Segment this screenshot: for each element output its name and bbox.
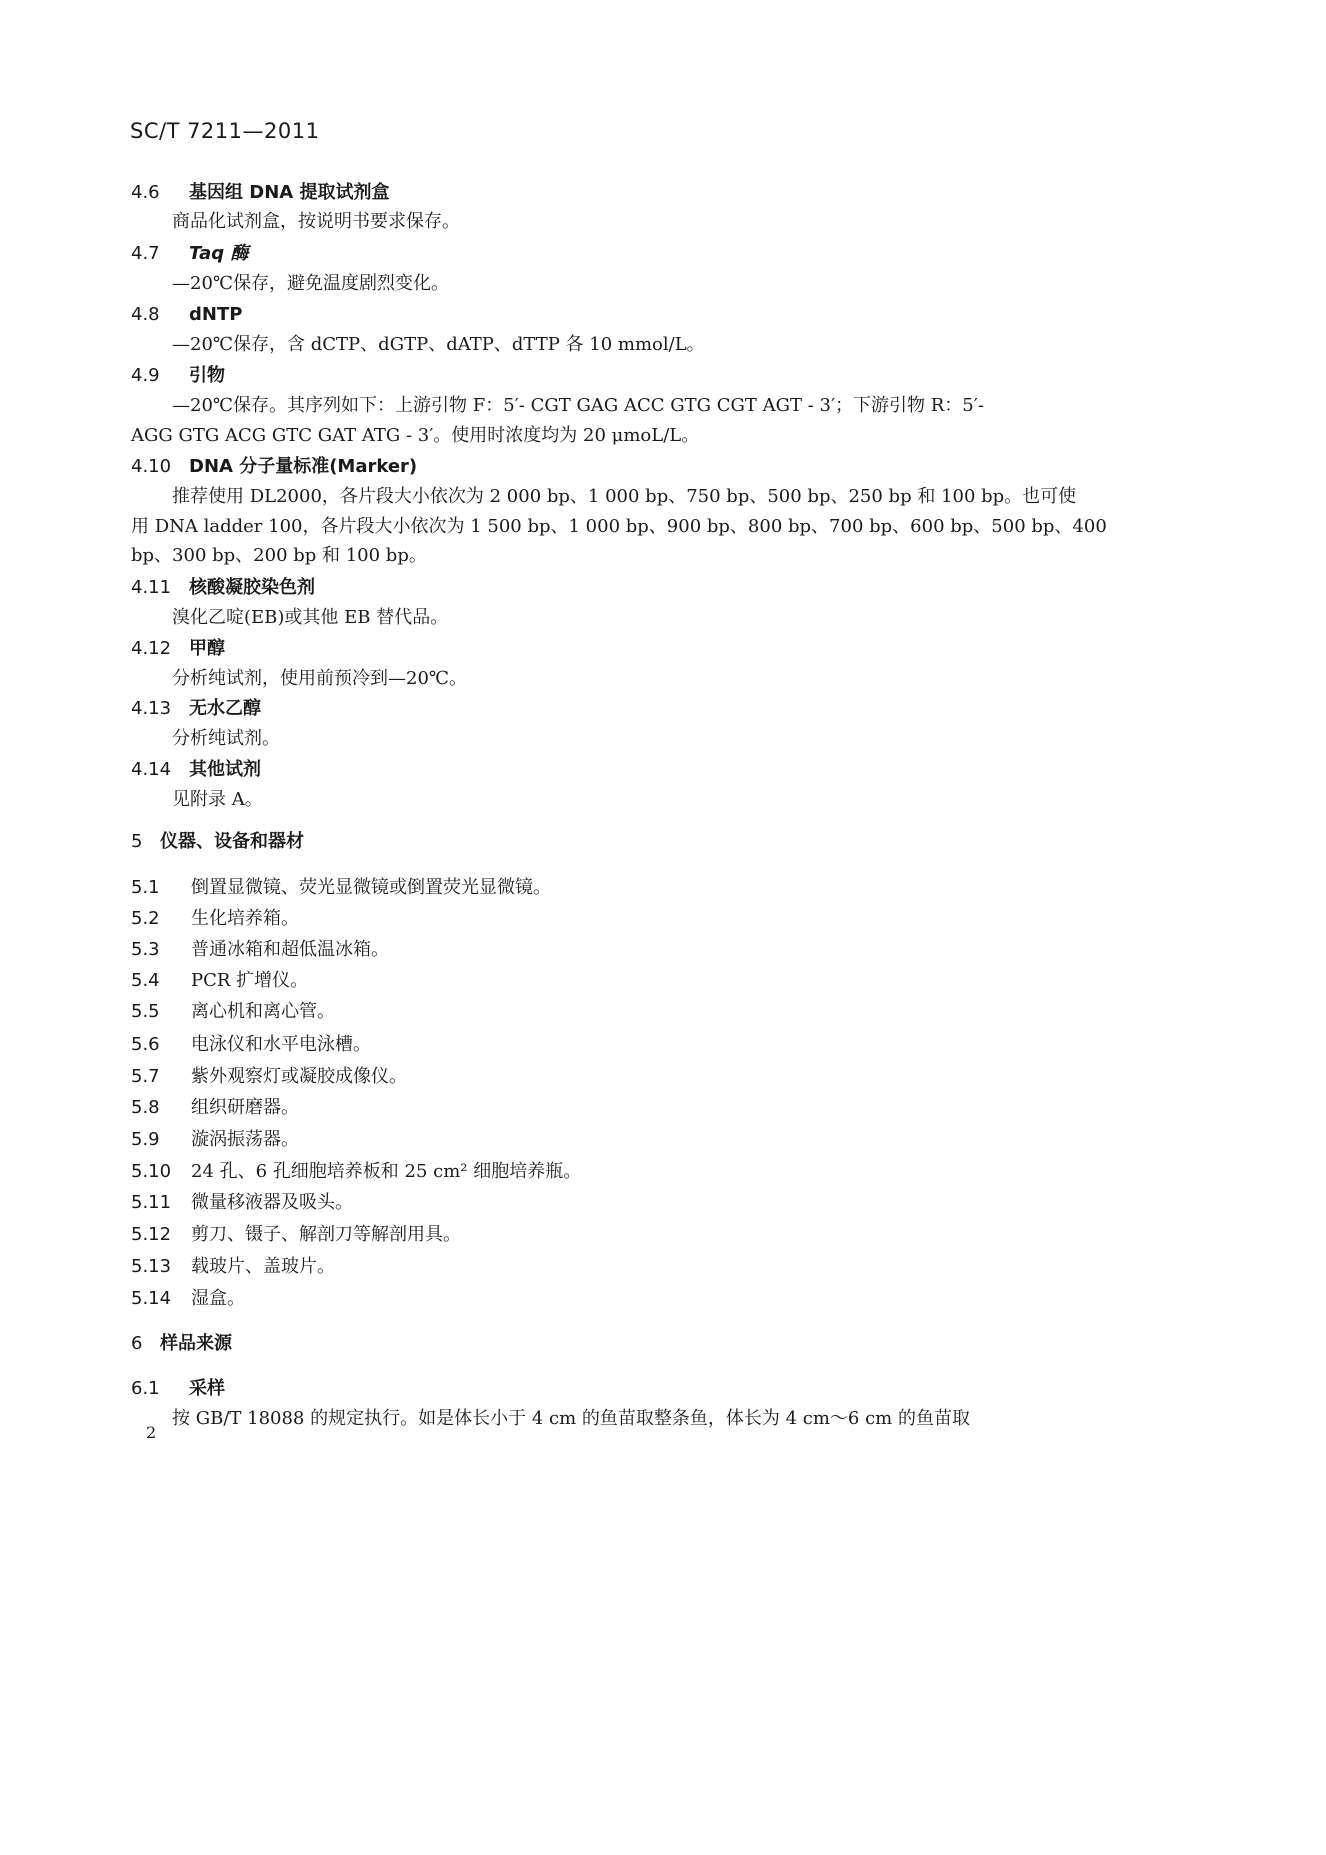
clause-title: Taq 酶 <box>189 243 249 264</box>
section-5-heading <box>131 831 304 853</box>
item-number: 5.9 <box>131 1129 160 1150</box>
item-text: 普通冰箱和超低温冰箱。 <box>191 939 389 960</box>
clause-4-9-body-line-1: —20℃保存。其序列如下：上游引物 F：5′- CGT GAG ACC GTG CGT AGT - 3′；下游引物 R：5′- <box>172 395 984 416</box>
clause-4-7-body: —20℃保存，避免温度剧烈变化。 <box>172 273 450 294</box>
section-number: 6 <box>131 1333 143 1354</box>
list-item <box>131 908 299 930</box>
standard-code: SC/T 7211—2011 <box>130 119 320 143</box>
clause-4-10-body-line-1: 推荐使用 DL2000，各片段大小依次为 2 000 bp、1 000 bp、750 bp、500 bp、250 bp 和 100 bp。也可使 <box>172 486 1077 507</box>
list-item <box>131 1161 581 1183</box>
clause-number: 4.12 <box>131 638 172 659</box>
clause-6-1-heading <box>131 1378 225 1400</box>
item-number: 5.4 <box>131 970 160 991</box>
list-item <box>131 1224 461 1246</box>
clause-title: 核酸凝胶染色剂 <box>189 577 315 598</box>
clause-title: 其他试剂 <box>189 759 261 780</box>
item-number: 5.2 <box>131 908 160 929</box>
list-item <box>131 1192 353 1214</box>
clause-4-9-heading <box>131 365 225 387</box>
section-6-heading <box>131 1333 232 1355</box>
item-text: 剪刀、镊子、解剖刀等解剖用具。 <box>191 1224 461 1245</box>
clause-4-11-heading <box>131 577 315 599</box>
item-number: 5.11 <box>131 1192 172 1213</box>
clause-4-11-body: 溴化乙啶(EB)或其他 EB 替代品。 <box>172 607 449 628</box>
clause-4-6-body: 商品化试剂盒，按说明书要求保存。 <box>172 211 460 232</box>
item-text: PCR 扩增仪。 <box>191 970 309 991</box>
clause-number: 4.13 <box>131 698 172 719</box>
list-item <box>131 1066 407 1088</box>
item-number: 5.6 <box>131 1034 160 1055</box>
clause-4-12-body: 分析纯试剂，使用前预冷到—20℃。 <box>172 668 468 689</box>
clause-4-8-heading <box>131 304 242 326</box>
list-item <box>131 1288 245 1310</box>
list-item <box>131 970 308 992</box>
clause-4-10-heading <box>131 456 417 478</box>
item-text: 漩涡振荡器。 <box>191 1129 299 1150</box>
item-number: 5.14 <box>131 1288 172 1309</box>
section-number: 5 <box>131 831 143 852</box>
clause-4-13-body: 分析纯试剂。 <box>172 728 280 749</box>
item-text: 生化培养箱。 <box>191 908 299 929</box>
list-item <box>131 1001 335 1023</box>
list-item <box>131 1097 299 1119</box>
item-number: 5.13 <box>131 1256 172 1277</box>
item-number: 5.12 <box>131 1224 172 1245</box>
item-text: 微量移液器及吸头。 <box>191 1192 353 1213</box>
item-text: 组织研磨器。 <box>191 1097 299 1118</box>
list-item <box>131 1256 335 1278</box>
clause-4-10-body-line-2: 用 DNA ladder 100，各片段大小依次为 1 500 bp、1 000 bp、900 bp、800 bp、700 bp、600 bp、500 bp、400 <box>131 516 1107 537</box>
clause-4-10-body-line-3: bp、300 bp、200 bp 和 100 bp。 <box>131 545 427 566</box>
item-text: 24 孔、6 孔细胞培养板和 25 cm² 细胞培养瓶。 <box>191 1161 582 1182</box>
clause-title: 引物 <box>189 365 225 386</box>
list-item <box>131 1129 299 1151</box>
clause-number: 4.14 <box>131 759 172 780</box>
item-text: 倒置显微镜、荧光显微镜或倒置荧光显微镜。 <box>191 877 551 898</box>
clause-number: 4.11 <box>131 577 172 598</box>
clause-4-8-body: —20℃保存，含 dCTP、dGTP、dATP、dTTP 各 10 mmol/L。 <box>172 334 705 355</box>
clause-4-6-heading <box>131 182 389 204</box>
item-text: 紫外观察灯或凝胶成像仪。 <box>191 1066 407 1087</box>
clause-4-13-heading <box>131 698 261 720</box>
item-text: 电泳仪和水平电泳槽。 <box>191 1034 371 1055</box>
clause-title: 基因组 DNA 提取试剂盒 <box>189 182 390 203</box>
clause-number: 4.7 <box>131 243 160 264</box>
clause-title: 采样 <box>189 1378 225 1399</box>
clause-title: 无水乙醇 <box>189 698 261 719</box>
item-number: 5.3 <box>131 939 160 960</box>
clause-4-7-heading <box>131 243 248 265</box>
list-item <box>131 877 551 899</box>
clause-title: dNTP <box>189 304 243 325</box>
item-text: 载玻片、盖玻片。 <box>191 1256 335 1277</box>
section-title: 样品来源 <box>160 1333 232 1354</box>
clause-6-1-body: 按 GB/T 18088 的规定执行。如是体长小于 4 cm 的鱼苗取整条鱼，体长为 4 cm～6 cm 的鱼苗取 <box>172 1408 970 1429</box>
item-text: 离心机和离心管。 <box>191 1001 335 1022</box>
clause-number: 4.6 <box>131 182 160 203</box>
clause-4-14-heading <box>131 759 261 781</box>
clause-number: 4.8 <box>131 304 160 325</box>
item-text: 湿盒。 <box>191 1288 245 1309</box>
item-number: 5.8 <box>131 1097 160 1118</box>
list-item <box>131 939 389 961</box>
clause-number: 6.1 <box>131 1378 160 1399</box>
clause-title: DNA 分子量标准(Marker) <box>189 456 418 477</box>
clause-4-14-body: 见附录 A。 <box>172 789 263 810</box>
clause-title: 甲醇 <box>189 638 225 659</box>
section-title: 仪器、设备和器材 <box>160 831 304 852</box>
clause-4-12-heading <box>131 638 225 660</box>
item-number: 5.7 <box>131 1066 160 1087</box>
list-item <box>131 1034 371 1056</box>
item-number: 5.1 <box>131 877 160 898</box>
item-number: 5.5 <box>131 1001 160 1022</box>
clause-4-9-body-line-2: AGG GTG ACG GTC GAT ATG - 3′。使用时浓度均为 20 μmoL/L。 <box>131 425 700 446</box>
clause-number: 4.10 <box>131 456 172 477</box>
clause-number: 4.9 <box>131 365 160 386</box>
item-number: 5.10 <box>131 1161 172 1182</box>
page-number: 2 <box>146 1423 157 1442</box>
